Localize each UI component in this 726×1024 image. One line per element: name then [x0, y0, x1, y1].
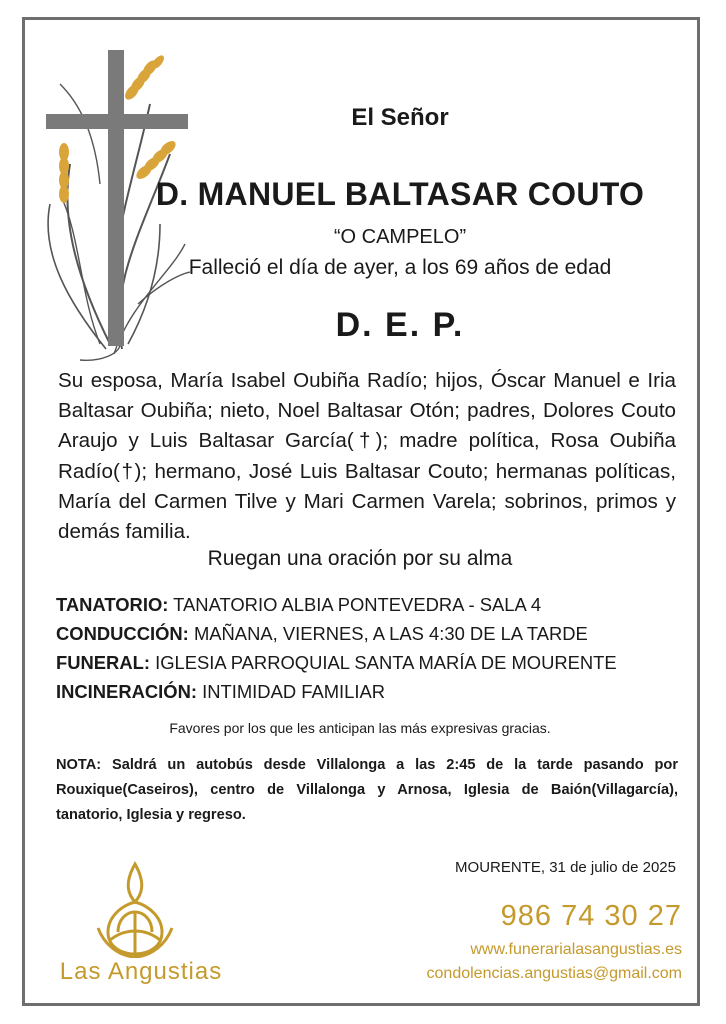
death-note: Falleció el día de ayer, a los 69 años de edad [188, 256, 612, 279]
place-date: MOURENTE, 31 de julio de 2025 [455, 859, 676, 876]
prayer-line: Ruegan una oración por su alma [207, 547, 513, 570]
service-details [56, 590, 696, 706]
detail-value: TANATORIO ALBIA PONTEVEDRA - SALA 4 [173, 594, 542, 615]
detail-row-incineracion [56, 677, 696, 706]
bus-note [56, 753, 678, 828]
detail-row-funeral [56, 648, 696, 677]
thanks-line: Favores por los que les anticipan las más expresivas gracias. [169, 720, 551, 736]
funeral-home-logo-icon [90, 858, 180, 958]
family-paragraph: Su esposa, María Isabel Oubiña Radío; hijos, Óscar Manuel e Iria Baltasar Oubiña; nieto, Noel Baltasar Otón; padres, Dolores Couto Araujo y Luis Baltasar García(†); madre política, Rosa Oubiña Radío(†); hermano, José Luis Baltasar Couto; hermanas políticas, María del Carmen Tilve y Mari Carmen Varela; sobrinos, primos y demás familia. [58, 369, 676, 544]
nickname: “O CAMPELO” [333, 226, 467, 248]
detail-value: INTIMIDAD FAMILIAR [202, 681, 386, 702]
brand-name: Las Angustias [59, 958, 223, 985]
detail-value: MAÑANA, VIERNES, A LAS 4:30 DE LA TARDE [193, 623, 588, 644]
deceased-name: D. MANUEL BALTASAR COUTO [155, 176, 645, 212]
detail-label: TANATORIO: [56, 594, 169, 615]
rip-heading: D. E. P. [335, 306, 465, 344]
email-link[interactable]: condolencias.angustias@gmail.com [426, 965, 682, 982]
intro-title: El Señor [351, 104, 449, 131]
detail-row-conduccion [56, 619, 696, 648]
note-label: NOTA: [56, 757, 102, 773]
detail-label: FUNERAL: [56, 652, 150, 673]
detail-value: IGLESIA PARROQUIAL SANTA MARÍA DE MOURENTE [155, 652, 617, 673]
detail-label: CONDUCCIÓN: [56, 623, 189, 644]
website-link[interactable]: www.funerarialasangustias.es [470, 941, 682, 958]
detail-label: INCINERACIÓN: [56, 681, 197, 702]
detail-row-tanatorio [56, 590, 696, 619]
phone-number[interactable]: 986 74 30 27 [500, 900, 682, 932]
note-text: Saldrá un autobús desde Villalonga a las 2:45 de la tarde pasando por Rouxique(Caseiros), centro de Villalonga y Arnosa, Iglesia de Baión(Villagarcía), tanatorio, Iglesia y regreso. [56, 757, 678, 823]
